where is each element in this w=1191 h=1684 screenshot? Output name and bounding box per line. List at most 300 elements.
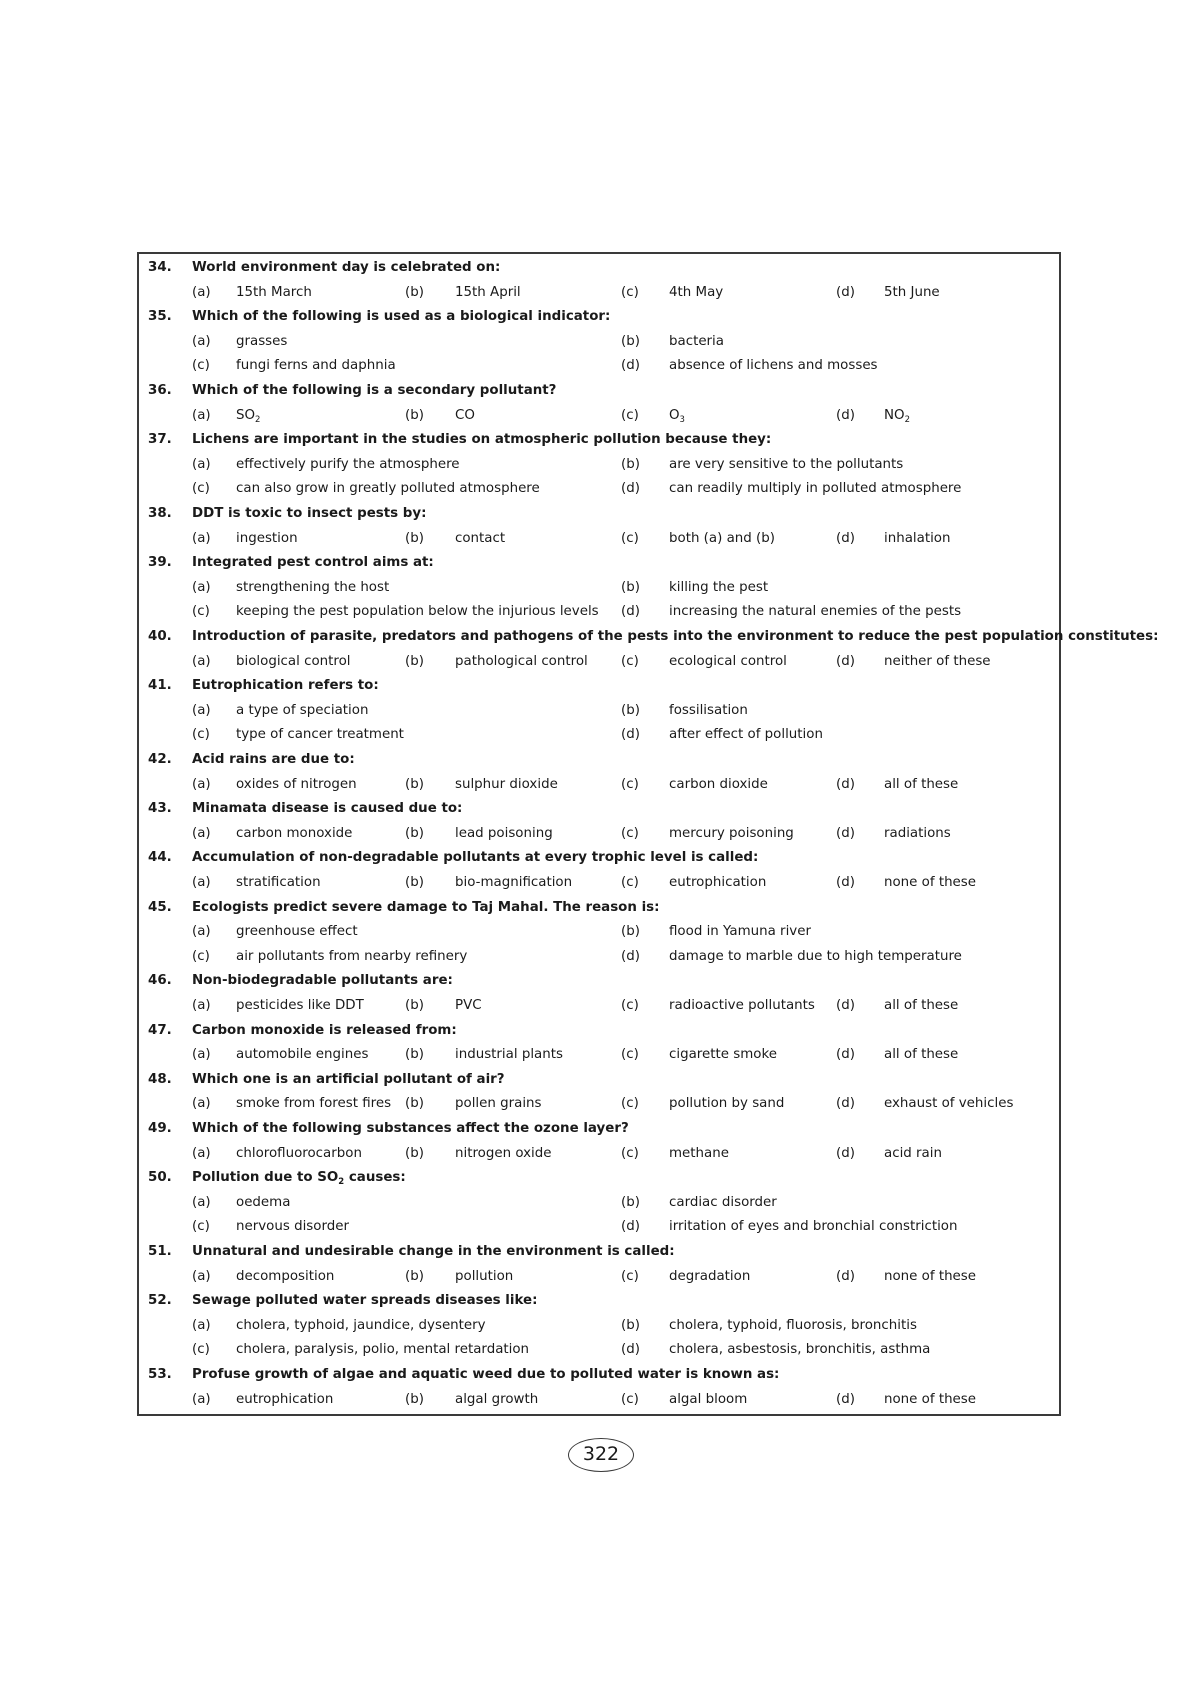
option-label: (a) [192,1268,211,1284]
question-text-main: Non-biodegradable pollutants are: [192,973,453,989]
subscript: 2 [255,414,261,425]
question-text-main: Carbon monoxide is released from: [192,1022,457,1038]
options-row [139,650,1059,675]
option-label: (b) [405,284,424,300]
option-label: (a) [192,1145,211,1161]
option-text-main: increasing the natural enemies of the pests [669,604,962,620]
option-text-main: are very sensitive to the pollutants [669,456,904,472]
options-row [139,576,1059,601]
question-row [139,551,1059,576]
question-text [192,256,500,281]
option-label: (a) [192,1096,211,1112]
question-number: 42. [148,752,172,767]
option-text-main: cholera, asbestosis, bronchitis, asthma [669,1342,931,1358]
option-text [455,527,505,552]
option-text-main: fossilisation [669,702,748,718]
option-text-main: oxides of nitrogen [236,776,357,792]
question-number: 43. [148,801,172,817]
question-row [139,305,1059,330]
option-text [236,330,287,355]
question-text-main: Minamata disease is caused due to: [192,801,463,817]
option-text-main: keeping the pest population below the injurious levels [236,604,599,620]
options-row [139,354,1059,379]
option-text-main: carbon monoxide [236,825,353,841]
option-label: (b) [621,1194,640,1210]
option-text-main: PVC [455,998,482,1013]
option-text-main: cholera, typhoid, jaundice, dysentery [236,1317,486,1333]
option-text-main: chlorofluorocarbon [236,1145,362,1161]
option-text [236,1314,486,1339]
option-text [884,1043,958,1068]
options-row [139,1314,1059,1339]
option-label: (c) [192,481,210,497]
option-label: (c) [192,358,210,374]
option-text-main: stratification [236,875,321,890]
option-text [236,1191,290,1216]
option-text [669,576,768,601]
option-text-main: can readily multiply in polluted atmosphere [669,481,962,497]
option-text-main: irritation of eyes and bronchial constriction [669,1219,958,1235]
options-row [139,723,1059,748]
option-text [236,699,368,724]
option-label: (a) [192,579,211,595]
option-text [455,404,475,429]
option-label: (b) [621,579,640,595]
option-text-main: smoke from forest fires [236,1096,392,1112]
option-text-main: NO [884,407,905,423]
option-text-main: 15th April [455,284,521,300]
option-text [455,822,553,847]
option-label: (b) [405,407,424,423]
option-label: (d) [836,825,855,841]
option-text-main: radioactive pollutants [669,998,815,1013]
option-label: (a) [192,924,211,940]
option-text [669,600,961,625]
option-text-main: acid rain [884,1145,942,1161]
question-number: 38. [148,506,172,521]
options-row [139,1215,1059,1240]
option-text [455,871,572,896]
option-text-main: bacteria [669,333,724,349]
option-text-main: pollution [455,1268,514,1284]
question-text [192,846,758,871]
option-text [884,527,950,552]
option-label: (a) [192,530,211,546]
option-label: (d) [836,1047,855,1063]
option-label: (a) [192,998,211,1013]
options-row [139,1191,1059,1216]
option-label: (c) [621,1096,639,1112]
option-text [236,1092,391,1117]
option-text [455,650,588,675]
option-text-main: industrial plants [455,1047,563,1063]
question-text [192,797,462,822]
options-row [139,822,1059,847]
question-text [192,969,453,994]
option-text-main: biological control [236,653,351,669]
question-row [139,1019,1059,1044]
question-text-main: Sewage polluted water spreads diseases like: [192,1293,538,1309]
question-text [192,896,660,921]
option-label: (d) [836,998,855,1013]
options-row [139,404,1059,429]
option-text-main: type of cancer treatment [236,727,404,743]
option-text [669,354,878,379]
option-label: (d) [836,1391,855,1407]
option-text-main: oedema [236,1194,291,1210]
option-text [669,1142,729,1167]
option-text [236,920,358,945]
option-text [455,994,482,1019]
option-label: (a) [192,407,211,423]
option-label: (c) [621,825,639,841]
question-row [139,379,1059,404]
question-number: 48. [148,1071,172,1087]
option-text [669,1314,917,1339]
question-text [192,551,434,576]
options-row [139,1338,1059,1363]
options-row [139,945,1059,970]
option-text-main: grasses [236,333,288,349]
question-text-main: Which of the following substances affect the ozone layer? [192,1121,629,1136]
option-text [669,1338,930,1363]
option-label: (a) [192,825,211,841]
question-text-main: Accumulation of non-degradable pollutants at every trophic level is called: [192,850,759,866]
option-label: (b) [405,1391,424,1407]
option-text [884,1388,976,1413]
option-text [669,1215,957,1240]
question-number: 53. [148,1367,172,1382]
option-text [884,1265,976,1290]
option-label: (d) [836,1268,855,1284]
option-text-main: none of these [884,875,977,890]
option-text [236,1265,334,1290]
option-text [669,822,794,847]
question-row [139,1240,1059,1265]
options-row [139,1142,1059,1167]
question-row [139,748,1059,773]
option-label: (c) [621,875,639,890]
option-text [236,1142,362,1167]
option-text [884,822,951,847]
option-text-main: 15th March [236,284,312,300]
options-row [139,477,1059,502]
option-text-main: pollen grains [455,1096,542,1112]
option-label: (a) [192,653,211,669]
option-text [669,453,903,478]
subscript: 2 [338,1177,345,1188]
option-text [236,1338,529,1363]
option-label: (b) [405,776,424,792]
option-text [455,1092,542,1117]
question-row [139,1363,1059,1388]
option-text [669,773,768,798]
question-text-main: World environment day is celebrated on: [192,260,501,275]
option-text-main: ingestion [236,530,298,546]
option-text-main: eutrophication [669,875,767,890]
option-text [236,773,357,798]
option-text-main: after effect of pollution [669,727,823,743]
options-row [139,453,1059,478]
option-text-main: exhaust of vehicles [884,1096,1014,1112]
option-text [236,600,599,625]
option-text-main: radiations [884,825,951,841]
option-text-main: mercury poisoning [669,825,794,841]
option-text-main: automobile engines [236,1047,369,1063]
option-text [884,281,940,306]
option-text [669,1388,747,1413]
question-number: 40. [148,629,172,644]
option-label: (c) [621,998,639,1013]
option-text [884,404,910,429]
options-row [139,1265,1059,1290]
option-text [669,1265,750,1290]
option-label: (b) [405,998,424,1013]
question-text [192,1117,629,1142]
question-text-after: causes: [344,1170,406,1186]
option-text [669,404,685,429]
question-row [139,969,1059,994]
option-label: (d) [836,653,855,669]
option-label: (d) [621,1342,640,1358]
question-number: 44. [148,850,172,866]
option-label: (a) [192,702,211,718]
question-text [192,305,610,330]
option-label: (a) [192,1391,211,1407]
question-number: 47. [148,1022,172,1038]
options-row [139,920,1059,945]
option-label: (c) [621,1391,639,1407]
option-label: (b) [621,1317,640,1333]
option-text-main: SO [236,407,256,423]
option-text-main: both (a) and (b) [669,530,775,546]
question-number: 51. [148,1244,172,1259]
option-label: (a) [192,1194,211,1210]
question-row [139,502,1059,527]
option-label: (b) [621,456,640,472]
option-label: (d) [621,948,640,964]
question-number: 34. [148,260,172,275]
option-label: (d) [621,358,640,374]
option-label: (c) [621,407,639,423]
question-text-main: Pollution due to SO [192,1170,339,1186]
option-text [236,404,260,429]
option-text [669,723,823,748]
option-label: (d) [621,481,640,497]
option-label: (b) [405,653,424,669]
option-text-main: cigarette smoke [669,1047,777,1063]
option-label: (b) [621,702,640,718]
question-number: 49. [148,1121,172,1136]
option-text-main: cholera, typhoid, fluorosis, bronchitis [669,1317,917,1333]
option-text [455,1142,552,1167]
option-label: (b) [621,924,640,940]
question-text [192,1068,505,1093]
option-text [669,871,766,896]
question-text [192,1289,537,1314]
options-row [139,600,1059,625]
option-text [236,354,396,379]
option-text [236,527,298,552]
options-row [139,1092,1059,1117]
option-text [669,994,815,1019]
option-text-main: O [669,407,680,423]
options-row [139,330,1059,355]
question-text-main: Introduction of parasite, predators and pathogens of the pests into the environment to reduce the pest population constitutes: [192,629,1159,644]
question-number: 41. [148,678,172,694]
option-label: (b) [405,1145,424,1161]
option-text [455,1388,538,1413]
option-label: (d) [836,530,855,546]
option-label: (b) [405,875,424,890]
question-row [139,1166,1059,1191]
question-text [192,1019,457,1044]
option-text-main: cholera, paralysis, polio, mental retardation [236,1342,530,1358]
option-text-main: air pollutants from nearby refinery [236,948,468,964]
option-label: (d) [836,284,855,300]
option-text [455,773,558,798]
option-text-main: cardiac disorder [669,1194,777,1210]
option-text-main: greenhouse effect [236,924,358,940]
options-row [139,281,1059,306]
question-row [139,256,1059,281]
option-text-main: flood in Yamuna river [669,924,811,940]
options-row [139,1043,1059,1068]
option-text-main: all of these [884,776,959,792]
option-text [669,1191,777,1216]
question-text [192,1363,779,1388]
option-text-main: sulphur dioxide [455,776,558,792]
option-text [884,1142,942,1167]
option-label: (a) [192,875,211,890]
option-text-main: killing the pest [669,579,769,595]
option-label: (b) [405,1047,424,1063]
option-text-main: effectively purify the atmosphere [236,456,460,472]
options-row [139,871,1059,896]
option-text [455,1265,513,1290]
option-label: (a) [192,776,211,792]
question-text-main: Profuse growth of algae and aquatic weed due to polluted water is known as: [192,1367,780,1382]
option-label: (d) [836,776,855,792]
option-label: (c) [192,604,210,620]
option-label: (c) [621,1268,639,1284]
option-text-main: methane [669,1145,729,1161]
option-text [669,281,723,306]
option-text [236,1388,333,1413]
option-text-main: nitrogen oxide [455,1145,552,1161]
question-row [139,1289,1059,1314]
option-text-main: all of these [884,1047,959,1063]
option-label: (c) [621,653,639,669]
question-text-main: Eutrophication refers to: [192,678,379,694]
option-label: (d) [836,1145,855,1161]
option-text [236,1215,349,1240]
options-row [139,994,1059,1019]
option-text-main: all of these [884,998,959,1013]
question-number: 39. [148,555,172,571]
option-label: (a) [192,1047,211,1063]
option-text-main: nervous disorder [236,1219,349,1235]
option-text-main: strengthening the host [236,579,390,595]
option-text-main: contact [455,530,506,546]
question-number: 36. [148,383,172,398]
option-text [669,1092,784,1117]
question-text [192,379,556,404]
option-text [236,477,540,502]
question-number: 46. [148,973,172,989]
option-text-main: decomposition [236,1268,335,1284]
options-row [139,1388,1059,1413]
option-label: (b) [405,530,424,546]
option-text [236,453,460,478]
option-text [669,1043,777,1068]
option-label: (a) [192,284,211,300]
option-label: (c) [621,1145,639,1161]
options-row [139,773,1059,798]
option-text [669,945,962,970]
question-number: 50. [148,1170,172,1186]
option-text [236,871,321,896]
question-row [139,428,1059,453]
option-text [884,773,958,798]
option-text-main: damage to marble due to high temperature [669,948,962,964]
option-text-main: none of these [884,1391,977,1407]
question-text [192,1166,406,1191]
subscript: 2 [904,414,910,425]
option-label: (d) [836,875,855,890]
question-text-main: Acid rains are due to: [192,752,355,767]
option-text-main: ecological control [669,653,787,669]
option-label: (d) [836,1096,855,1112]
question-text-main: Which one is an artificial pollutant of air? [192,1071,505,1087]
option-text [236,994,364,1019]
option-text [236,281,312,306]
option-text-main: degradation [669,1268,751,1284]
option-text-main: algal bloom [669,1391,748,1407]
option-text [884,650,991,675]
question-text-main: Ecologists predict severe damage to Taj Mahal. The reason is: [192,899,660,915]
option-text-main: bio-magnification [455,875,573,890]
option-label: (a) [192,456,211,472]
question-number: 37. [148,432,172,448]
option-label: (c) [621,776,639,792]
option-text [236,576,389,601]
option-label: (c) [192,948,210,964]
question-row [139,896,1059,921]
question-text [192,674,379,699]
question-text-main: Integrated pest control aims at: [192,555,434,571]
option-text-main: a type of speciation [236,702,369,718]
option-text-main: eutrophication [236,1391,334,1407]
option-text [455,281,521,306]
question-text [192,428,771,453]
option-text [236,822,352,847]
option-text [669,330,724,355]
option-text [669,477,961,502]
option-text [236,723,404,748]
question-box [137,252,1159,1416]
option-label: (d) [621,727,640,743]
option-text [455,1043,563,1068]
option-label: (b) [405,825,424,841]
question-text-main: Which of the following is a secondary pollutant? [192,383,557,398]
question-row [139,1117,1059,1142]
option-text [669,699,748,724]
option-text [669,527,775,552]
option-text-main: carbon dioxide [669,776,768,792]
option-text [669,920,811,945]
question-row [139,1068,1059,1093]
